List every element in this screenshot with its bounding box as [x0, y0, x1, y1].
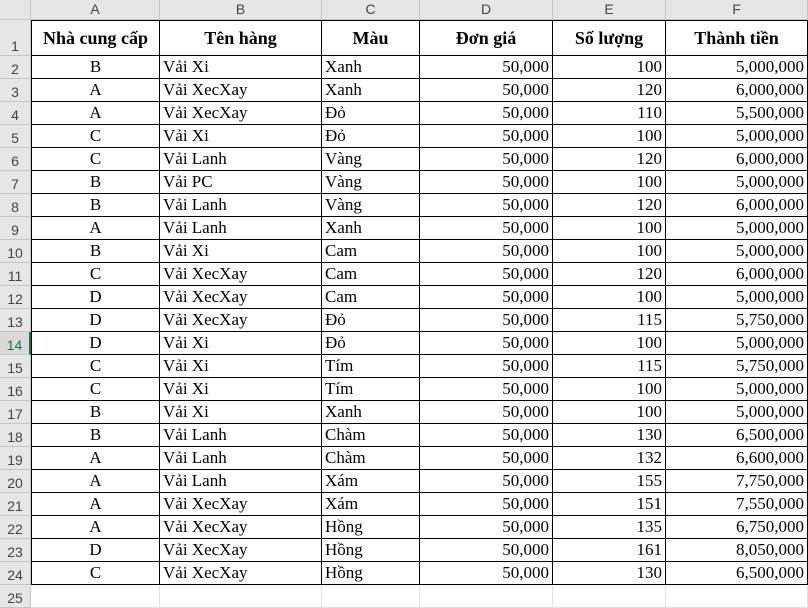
cell-total[interactable]: 8,050,000	[666, 539, 808, 562]
header-cell-quantity[interactable]: Số lượng	[553, 20, 666, 56]
table-header-row	[0, 20, 808, 56]
cell-quantity[interactable]: 100	[553, 240, 666, 263]
cell-total[interactable]: 5,000,000	[666, 401, 808, 424]
table-row	[0, 539, 808, 562]
cell-quantity[interactable]: 120	[553, 263, 666, 286]
cell-quantity[interactable]: 100	[553, 378, 666, 401]
table-row	[0, 240, 808, 263]
cell-total[interactable]: 6,000,000	[666, 148, 808, 171]
row-header[interactable]: 15	[0, 355, 31, 378]
cell-product[interactable]: Vải Lanh	[160, 194, 322, 217]
cell-quantity[interactable]: 100	[553, 332, 666, 355]
cell-unit-price[interactable]: 50,000	[420, 148, 553, 171]
cell-product[interactable]: Vải PC	[160, 171, 322, 194]
cell-quantity[interactable]: 155	[553, 470, 666, 493]
row-header[interactable]: 2	[0, 56, 31, 79]
cell-color[interactable]: Tím	[322, 355, 420, 378]
cell-product[interactable]: Vải Xi	[160, 378, 322, 401]
cell-supplier[interactable]: B	[31, 240, 160, 263]
cell-product[interactable]: Vải Xi	[160, 332, 322, 355]
cell-quantity[interactable]: 100	[553, 286, 666, 309]
cell-product[interactable]: Vải XecXay	[160, 539, 322, 562]
table-row	[0, 516, 808, 539]
table-row	[0, 286, 808, 309]
cell-product[interactable]: Vải XecXay	[160, 309, 322, 332]
cell-supplier[interactable]: A	[31, 470, 160, 493]
row-header[interactable]: 14	[0, 332, 31, 355]
cell-supplier[interactable]: A	[31, 516, 160, 539]
cell-supplier[interactable]: C	[31, 148, 160, 171]
cell-product[interactable]: Vải XecXay	[160, 493, 322, 516]
cell-color[interactable]: Chàm	[322, 424, 420, 447]
table-row	[0, 401, 808, 424]
cell-color[interactable]: Xanh	[322, 217, 420, 240]
cell-unit-price[interactable]: 50,000	[420, 240, 553, 263]
cell-color[interactable]: Xanh	[322, 401, 420, 424]
cell-product[interactable]: Vải Lanh	[160, 470, 322, 493]
cell-color[interactable]: Đỏ	[322, 332, 420, 355]
cell-unit-price[interactable]: 50,000	[420, 217, 553, 240]
cell-product[interactable]: Vải Lanh	[160, 424, 322, 447]
column-header-d[interactable]: D	[420, 0, 553, 20]
cell-total[interactable]: 5,000,000	[666, 332, 808, 355]
table-row	[0, 79, 808, 102]
cell-product[interactable]: Vải XecXay	[160, 263, 322, 286]
table-row	[0, 562, 808, 585]
cell-color[interactable]: Cam	[322, 286, 420, 309]
row-header[interactable]: 5	[0, 125, 31, 148]
cell-total[interactable]: 5,000,000	[666, 171, 808, 194]
cell-quantity[interactable]: 110	[553, 102, 666, 125]
cell-quantity[interactable]: 100	[553, 125, 666, 148]
row-header[interactable]: 18	[0, 424, 31, 447]
cell-unit-price[interactable]: 50,000	[420, 493, 553, 516]
row-header[interactable]: 3	[0, 79, 31, 102]
cell-supplier[interactable]: B	[31, 424, 160, 447]
cell-quantity[interactable]: 115	[553, 309, 666, 332]
row-header[interactable]: 6	[0, 148, 31, 171]
cell-color[interactable]: Tím	[322, 378, 420, 401]
cell-quantity[interactable]: 161	[553, 539, 666, 562]
cell-color[interactable]: Hồng	[322, 562, 420, 585]
cell-unit-price[interactable]: 50,000	[420, 79, 553, 102]
cell-supplier[interactable]: C	[31, 562, 160, 585]
cell-unit-price[interactable]: 50,000	[420, 401, 553, 424]
cell-quantity[interactable]: 132	[553, 447, 666, 470]
cell-color[interactable]: Chàm	[322, 447, 420, 470]
empty-cell[interactable]	[420, 585, 553, 608]
cell-supplier[interactable]: A	[31, 79, 160, 102]
cell-quantity[interactable]: 130	[553, 562, 666, 585]
table-row	[0, 378, 808, 401]
cell-total[interactable]: 5,000,000	[666, 286, 808, 309]
row-header[interactable]: 12	[0, 286, 31, 309]
table-row	[0, 263, 808, 286]
cell-quantity[interactable]: 120	[553, 79, 666, 102]
cell-unit-price[interactable]: 50,000	[420, 424, 553, 447]
cell-total[interactable]: 5,000,000	[666, 378, 808, 401]
cell-supplier[interactable]: C	[31, 378, 160, 401]
cell-unit-price[interactable]: 50,000	[420, 355, 553, 378]
cell-total[interactable]: 5,500,000	[666, 102, 808, 125]
cell-color[interactable]: Cam	[322, 263, 420, 286]
column-header-e[interactable]: E	[553, 0, 666, 20]
cell-supplier[interactable]: A	[31, 217, 160, 240]
cell-supplier[interactable]: D	[31, 332, 160, 355]
cell-supplier[interactable]: C	[31, 355, 160, 378]
header-cell-total[interactable]: Thành tiền	[666, 20, 808, 56]
cell-color[interactable]: Xám	[322, 470, 420, 493]
cell-total[interactable]: 6,500,000	[666, 424, 808, 447]
cell-total[interactable]: 5,000,000	[666, 240, 808, 263]
table-row	[0, 470, 808, 493]
table-row	[0, 194, 808, 217]
cell-product[interactable]: Vải XecXay	[160, 79, 322, 102]
cell-quantity[interactable]: 100	[553, 401, 666, 424]
cell-unit-price[interactable]: 50,000	[420, 378, 553, 401]
table-row	[0, 493, 808, 516]
table-row	[0, 102, 808, 125]
cell-total[interactable]: 6,750,000	[666, 516, 808, 539]
header-cell-color[interactable]: Màu	[322, 20, 420, 56]
cell-supplier[interactable]: C	[31, 125, 160, 148]
cell-quantity[interactable]: 120	[553, 148, 666, 171]
cell-unit-price[interactable]: 50,000	[420, 332, 553, 355]
empty-cell[interactable]	[666, 585, 808, 608]
cell-product[interactable]: Vải XecXay	[160, 516, 322, 539]
empty-cell[interactable]	[322, 585, 420, 608]
cell-color[interactable]: Cam	[322, 240, 420, 263]
cell-supplier[interactable]: B	[31, 401, 160, 424]
cell-supplier[interactable]: D	[31, 539, 160, 562]
cell-product[interactable]: Vải Lanh	[160, 148, 322, 171]
cell-unit-price[interactable]: 50,000	[420, 562, 553, 585]
cell-color[interactable]: Đỏ	[322, 125, 420, 148]
table-row	[0, 355, 808, 378]
table-row	[0, 424, 808, 447]
table-row	[0, 217, 808, 240]
cell-total[interactable]: 5,000,000	[666, 217, 808, 240]
cell-unit-price[interactable]: 50,000	[420, 309, 553, 332]
cell-quantity[interactable]: 100	[553, 217, 666, 240]
empty-cell[interactable]	[160, 585, 322, 608]
row-header[interactable]: 22	[0, 516, 31, 539]
cell-product[interactable]: Vải Xi	[160, 125, 322, 148]
cell-color[interactable]: Xám	[322, 493, 420, 516]
cell-quantity[interactable]: 100	[553, 171, 666, 194]
row-header[interactable]: 8	[0, 194, 31, 217]
cell-product[interactable]: Vải Xi	[160, 56, 322, 79]
header-cell-product[interactable]: Tên hàng	[160, 20, 322, 56]
cell-color[interactable]: Đỏ	[322, 309, 420, 332]
row-header[interactable]: 1	[0, 20, 31, 56]
cell-color[interactable]: Vàng	[322, 171, 420, 194]
row-header[interactable]: 21	[0, 493, 31, 516]
table-row	[0, 56, 808, 79]
cell-quantity[interactable]: 135	[553, 516, 666, 539]
cell-total[interactable]: 6,000,000	[666, 79, 808, 102]
column-header-f[interactable]: F	[666, 0, 808, 20]
column-header-row	[0, 0, 808, 20]
cell-total[interactable]: 5,000,000	[666, 125, 808, 148]
cell-quantity[interactable]: 130	[553, 424, 666, 447]
cell-unit-price[interactable]: 50,000	[420, 470, 553, 493]
table-row	[0, 447, 808, 470]
cell-supplier[interactable]: B	[31, 56, 160, 79]
cell-product[interactable]: Vải Xi	[160, 401, 322, 424]
cell-unit-price[interactable]: 50,000	[420, 171, 553, 194]
cell-supplier[interactable]: A	[31, 447, 160, 470]
cell-quantity[interactable]: 120	[553, 194, 666, 217]
cell-total[interactable]: 6,500,000	[666, 562, 808, 585]
cell-color[interactable]: Xanh	[322, 79, 420, 102]
cell-supplier[interactable]: A	[31, 102, 160, 125]
cell-product[interactable]: Vải XecXay	[160, 562, 322, 585]
column-header-a[interactable]: A	[31, 0, 160, 20]
row-header[interactable]: 24	[0, 562, 31, 585]
column-header-b[interactable]: B	[160, 0, 322, 20]
cell-unit-price[interactable]: 50,000	[420, 125, 553, 148]
cell-supplier[interactable]: D	[31, 286, 160, 309]
table-row	[0, 171, 808, 194]
table-row	[0, 332, 808, 355]
row-header[interactable]: 20	[0, 470, 31, 493]
cell-product[interactable]: Vải Lanh	[160, 217, 322, 240]
row-header[interactable]: 23	[0, 539, 31, 562]
cell-color[interactable]: Hồng	[322, 539, 420, 562]
cell-unit-price[interactable]: 50,000	[420, 516, 553, 539]
cell-unit-price[interactable]: 50,000	[420, 56, 553, 79]
select-all-corner[interactable]	[0, 0, 31, 20]
empty-row	[0, 585, 808, 608]
cell-total[interactable]: 6,600,000	[666, 447, 808, 470]
cell-quantity[interactable]: 100	[553, 56, 666, 79]
cell-supplier[interactable]: C	[31, 263, 160, 286]
cell-total[interactable]: 6,000,000	[666, 194, 808, 217]
cell-color[interactable]: Vàng	[322, 148, 420, 171]
cell-total[interactable]: 5,750,000	[666, 355, 808, 378]
row-header[interactable]: 16	[0, 378, 31, 401]
cell-color[interactable]: Xanh	[322, 56, 420, 79]
cell-supplier[interactable]: B	[31, 171, 160, 194]
row-header[interactable]: 4	[0, 102, 31, 125]
cell-color[interactable]: Đỏ	[322, 102, 420, 125]
cell-product[interactable]: Vải XecXay	[160, 286, 322, 309]
header-cell-supplier[interactable]: Nhà cung cấp	[31, 20, 160, 56]
cell-product[interactable]: Vải Lanh	[160, 447, 322, 470]
row-header[interactable]: 10	[0, 240, 31, 263]
cell-total[interactable]: 7,550,000	[666, 493, 808, 516]
cell-total[interactable]: 5,000,000	[666, 56, 808, 79]
cell-unit-price[interactable]: 50,000	[420, 194, 553, 217]
table-row	[0, 148, 808, 171]
table-row	[0, 309, 808, 332]
cell-supplier[interactable]: B	[31, 194, 160, 217]
cell-unit-price[interactable]: 50,000	[420, 539, 553, 562]
empty-cell[interactable]	[31, 585, 160, 608]
cell-color[interactable]: Vàng	[322, 194, 420, 217]
cell-unit-price[interactable]: 50,000	[420, 286, 553, 309]
cell-supplier[interactable]: A	[31, 493, 160, 516]
row-header[interactable]: 19	[0, 447, 31, 470]
cell-total[interactable]: 7,750,000	[666, 470, 808, 493]
cell-unit-price[interactable]: 50,000	[420, 263, 553, 286]
cell-product[interactable]: Vải Xi	[160, 240, 322, 263]
cell-unit-price[interactable]: 50,000	[420, 102, 553, 125]
row-header[interactable]: 17	[0, 401, 31, 424]
cell-quantity[interactable]: 151	[553, 493, 666, 516]
cell-unit-price[interactable]: 50,000	[420, 447, 553, 470]
row-header[interactable]: 25	[0, 585, 31, 608]
cell-quantity[interactable]: 115	[553, 355, 666, 378]
cell-total[interactable]: 5,750,000	[666, 309, 808, 332]
cell-color[interactable]: Hồng	[322, 516, 420, 539]
table-row	[0, 125, 808, 148]
header-cell-unit-price[interactable]: Đơn giá	[420, 20, 553, 56]
row-header[interactable]: 9	[0, 217, 31, 240]
cell-supplier[interactable]: D	[31, 309, 160, 332]
empty-cell[interactable]	[553, 585, 666, 608]
row-header[interactable]: 13	[0, 309, 31, 332]
row-header[interactable]: 11	[0, 263, 31, 286]
row-header[interactable]: 7	[0, 171, 31, 194]
column-header-c[interactable]: C	[322, 0, 420, 20]
cell-product[interactable]: Vải Xi	[160, 355, 322, 378]
cell-total[interactable]: 6,000,000	[666, 263, 808, 286]
cell-product[interactable]: Vải XecXay	[160, 102, 322, 125]
